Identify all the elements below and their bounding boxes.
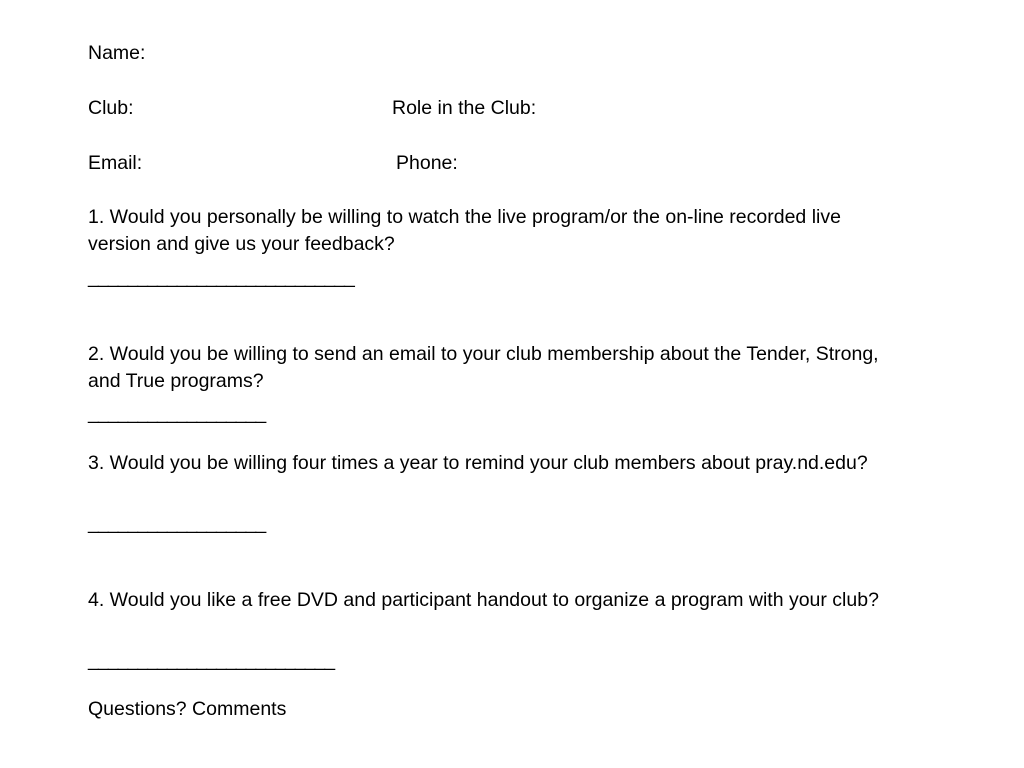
- role-label: Role in the Club:: [392, 97, 537, 119]
- name-label: Name:: [88, 42, 146, 64]
- question-4: 4. Would you like a free DVD and participant handout to organize a program with your club?: [88, 589, 879, 611]
- answer-blank-3[interactable]: __________________: [88, 512, 266, 534]
- email-label: Email:: [88, 152, 143, 174]
- answer-blank-1[interactable]: ___________________________: [88, 266, 354, 288]
- question-1: 1. Would you personally be willing to watch the live program/or the on-line recorded live version and give us your feedback?: [88, 206, 841, 255]
- question-2: 2. Would you be willing to send an email to your club membership about the Tender, Strong, and True programs?: [88, 343, 879, 392]
- answer-blank-4[interactable]: _________________________: [88, 649, 335, 671]
- questions-comments-label: Questions? Comments: [88, 698, 287, 720]
- phone-label: Phone:: [396, 152, 458, 174]
- club-label: Club:: [88, 97, 134, 119]
- answer-blank-2[interactable]: __________________: [88, 402, 266, 424]
- question-3: 3. Would you be willing four times a year to remind your club members about pray.nd.edu?: [88, 452, 868, 474]
